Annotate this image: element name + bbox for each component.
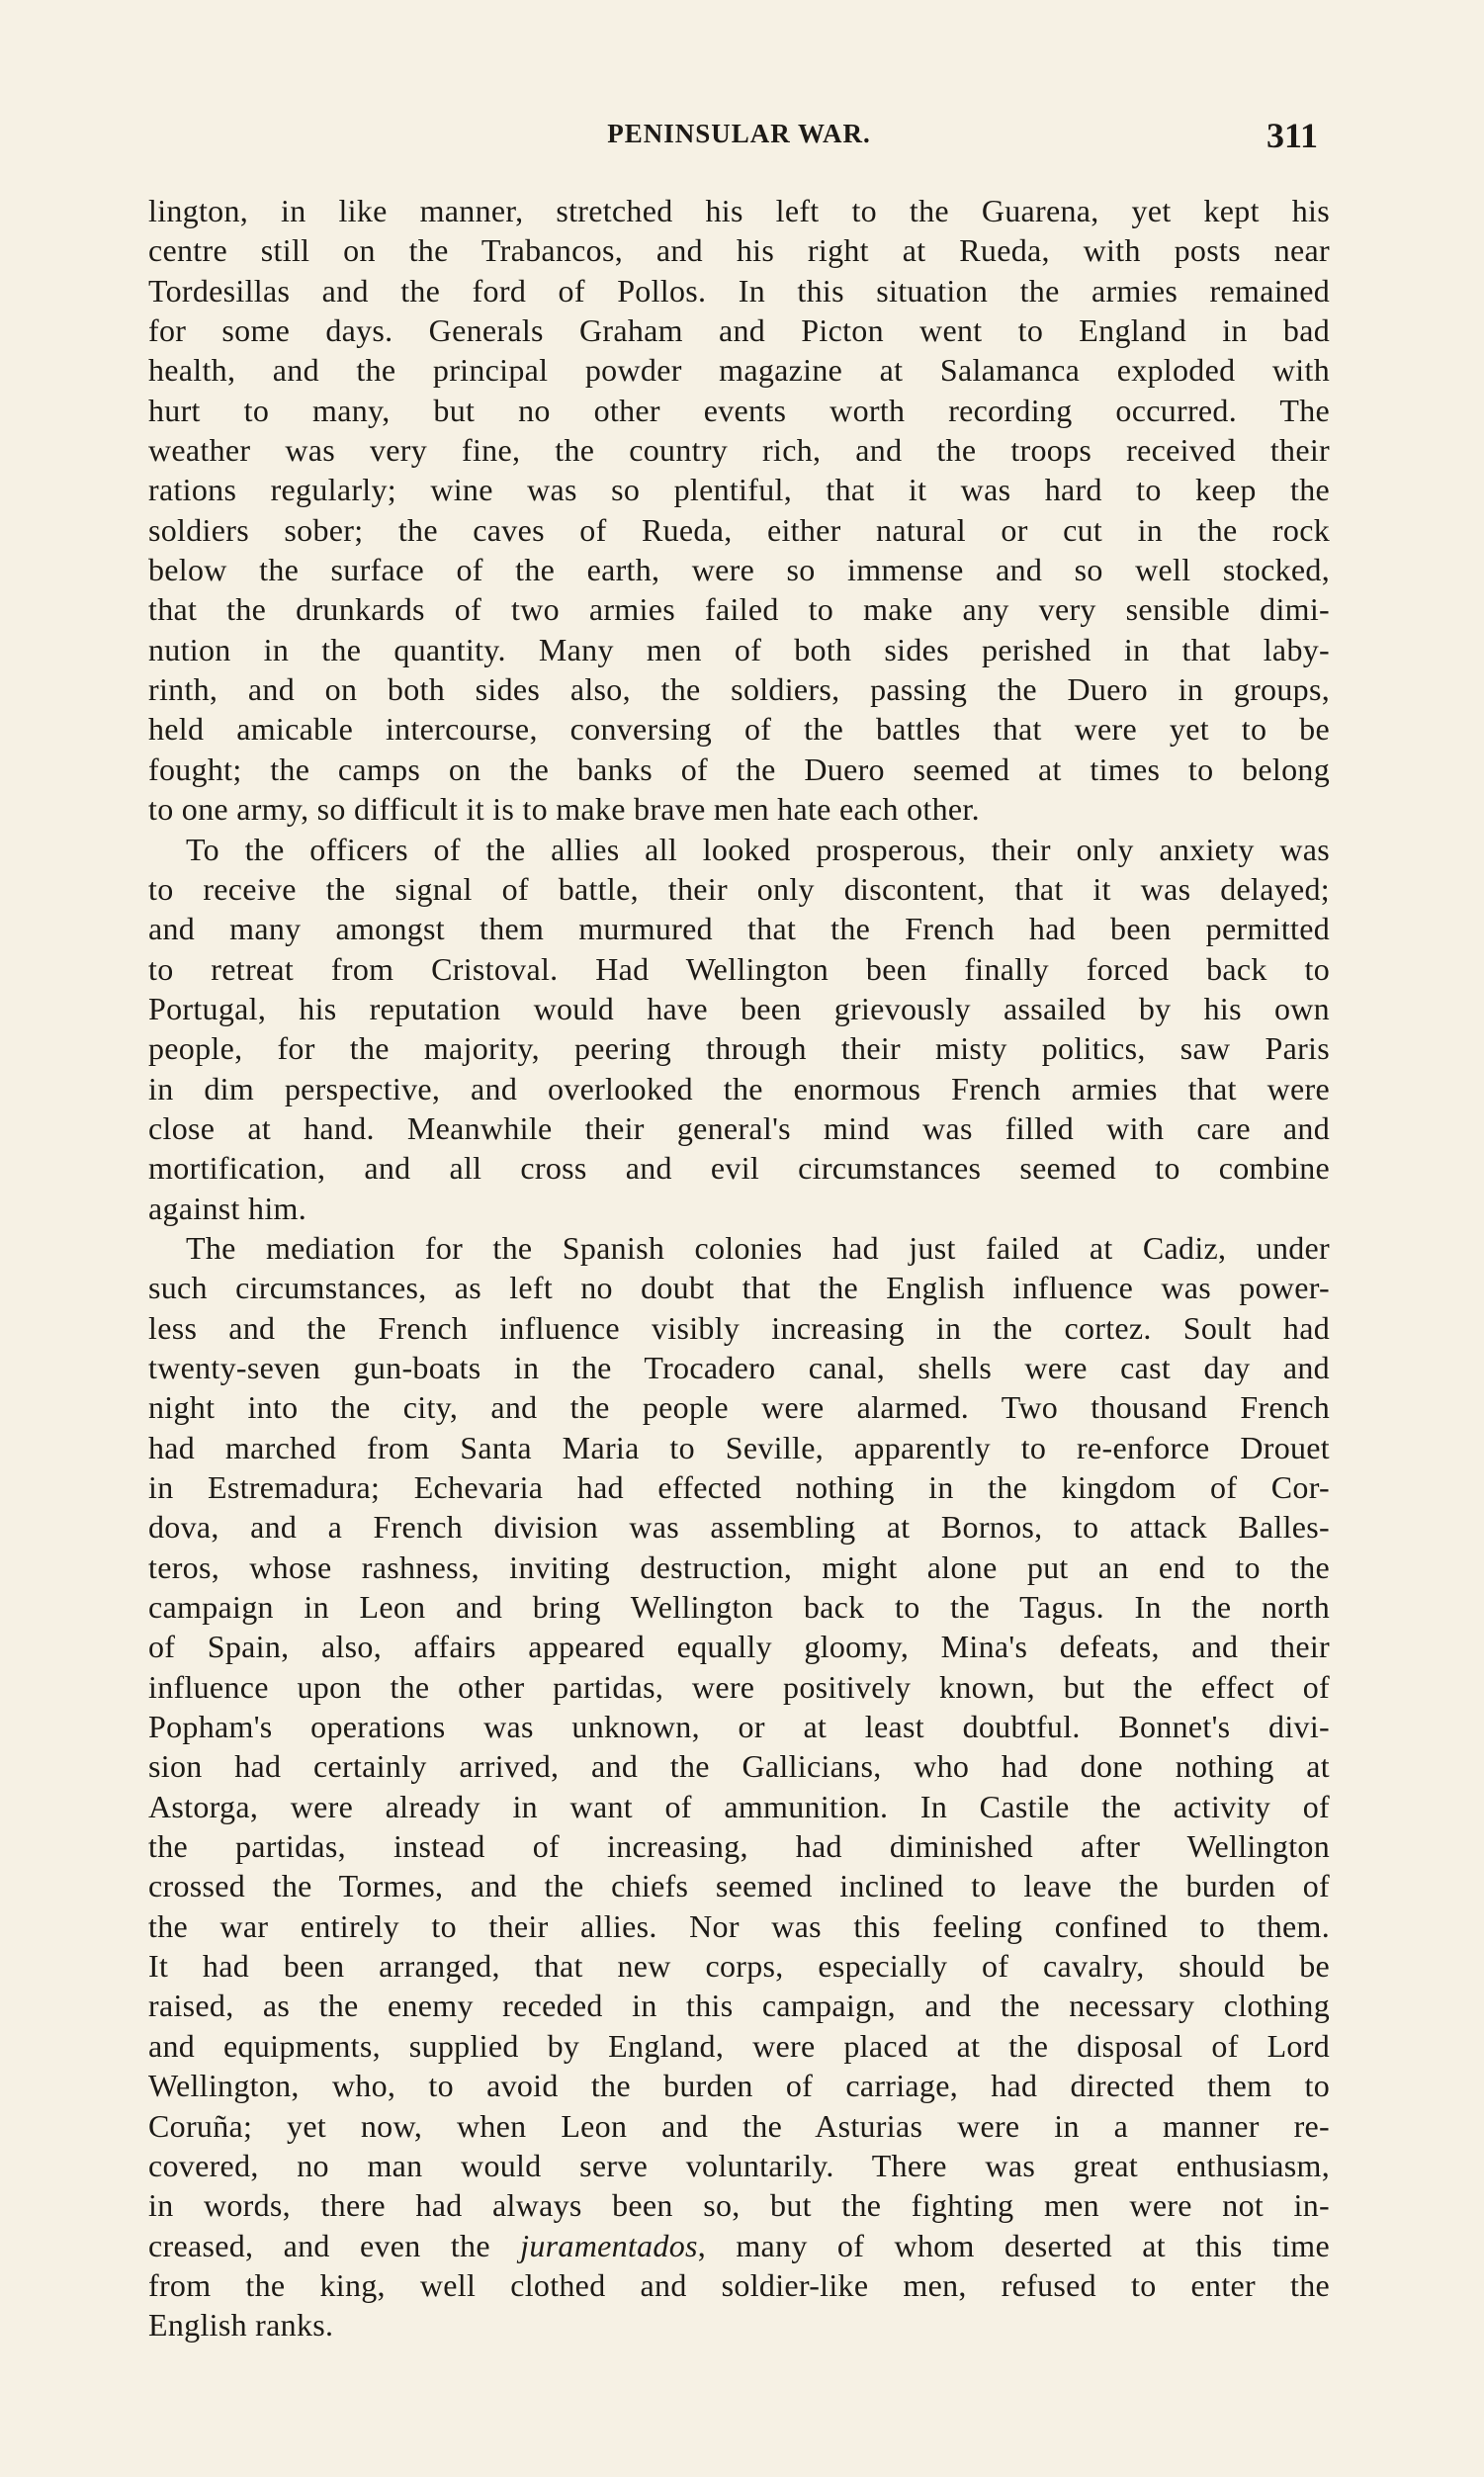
text-line: the partidas, instead of increasing, had diminished after Wellington — [148, 1828, 1330, 1865]
page-number: 311 — [1266, 116, 1318, 155]
text-line: less and the French influence visibly increasing in the cortez. Soult had — [148, 1309, 1330, 1346]
text-line: covered, no man would serve voluntarily. There was great enthusiasm, — [148, 2147, 1330, 2183]
text-line: health, and the principal powder magazine at Salamanca exploded with — [148, 352, 1330, 389]
text-line: that the drunkards of two armies failed to make any very sensible dimi- — [148, 591, 1330, 628]
paragraph-1 — [148, 191, 1330, 830]
text-line: had marched from Santa Maria to Seville, apparently to re-enforce Drouet — [148, 1429, 1330, 1465]
text-line: for some days. Generals Graham and Picton went to England in bad — [148, 312, 1330, 349]
text-line: The mediation for the Spanish colonies had just failed at Cadiz, under — [186, 1229, 1330, 1266]
text-line: to retreat from Cristoval. Had Wellington been finally forced back to — [148, 950, 1330, 987]
text-line: influence upon the other partidas, were positively known, but the effect of — [148, 1668, 1330, 1705]
paragraph-2 — [148, 830, 1330, 1228]
text-line: held amicable intercourse, conversing of the battles that were yet to be — [148, 711, 1330, 748]
text-line — [148, 2226, 1330, 2265]
text-line: It had been arranged, that new corps, especially of cavalry, should be — [148, 1948, 1330, 1985]
text-line: to receive the signal of battle, their only discontent, that it was delayed; — [148, 870, 1330, 907]
text-line: Portugal, his reputation would have been grievously assailed by his own — [148, 990, 1330, 1026]
text-line: people, for the majority, peering through their misty politics, saw Paris — [148, 1030, 1330, 1067]
text-line: soldiers sober; the caves of Rueda, either natural or cut in the rock — [148, 511, 1330, 548]
text-line: below the surface of the earth, were so immense and so well stocked, — [148, 552, 1330, 588]
text-fragment: , many of whom deserted at this time — [697, 2227, 1330, 2263]
text-line: rinth, and on both sides also, the soldiers, passing the Duero in groups, — [148, 671, 1330, 708]
text-line: raised, as the enemy receded in this campaign, and the necessary clothing — [148, 1988, 1330, 2024]
text-line: weather was very fine, the country rich, and the troops received their — [148, 432, 1330, 469]
text-line: English ranks. — [148, 2307, 334, 2344]
text-fragment: creased, and even the — [148, 2227, 521, 2263]
text-line: rations regularly; wine was so plentiful, that it was hard to keep the — [148, 472, 1330, 508]
text-line: nution in the quantity. Many men of both sides perished in that laby- — [148, 631, 1330, 667]
text-line: campaign in Leon and bring Wellington back to the Tagus. In the north — [148, 1589, 1330, 1626]
text-line: from the king, well clothed and soldier-like men, refused to enter the — [148, 2266, 1330, 2303]
text-line: sion had certainly arrived, and the Gallicians, who had done nothing at — [148, 1748, 1330, 1785]
text-line: to one army, so difficult it is to make brave men hate each other. — [148, 791, 980, 828]
text-line: Popham's operations was unknown, or at least doubtful. Bonnet's divi- — [148, 1709, 1330, 1745]
text-line: in dim perspective, and overlooked the enormous French armies that were — [148, 1070, 1330, 1106]
text-line: twenty-seven gun-boats in the Trocadero canal, shells were cast day and — [148, 1349, 1330, 1385]
text-line: such circumstances, as left no doubt that the English influence was power- — [148, 1270, 1330, 1306]
text-line: close at hand. Meanwhile their general's mind was filled with care and — [148, 1109, 1330, 1146]
text-line: and equipments, supplied by England, were placed at the disposal of Lord — [148, 2027, 1330, 2064]
text-line: Coruña; yet now, when Leon and the Asturias were in a manner re- — [148, 2107, 1330, 2144]
text-line: Wellington, who, to avoid the burden of carriage, had directed them to — [148, 2068, 1330, 2104]
text-line: Astorga, were already in want of ammunition. In Castile the activity of — [148, 1788, 1330, 1824]
running-head — [148, 115, 1330, 164]
text-line: lington, in like manner, stretched his left to the Guarena, yet kept his — [148, 193, 1330, 228]
text-line: Tordesillas and the ford of Pollos. In this situation the armies remained — [148, 272, 1330, 309]
text-line: night into the city, and the people were alarmed. Two thousand French — [148, 1389, 1330, 1426]
running-title: PENINSULAR WAR. — [607, 119, 871, 148]
text-line: hurt to many, but no other events worth recording occurred. The — [148, 392, 1330, 428]
text-line: in Estremadura; Echevaria had effected nothing in the kingdom of Cor- — [148, 1469, 1330, 1505]
text-line: in words, there had always been so, but the fighting men were not in- — [148, 2187, 1330, 2224]
text-line: crossed the Tormes, and the chiefs seemed inclined to leave the burden of — [148, 1868, 1330, 1904]
text-line: teros, whose rashness, inviting destruction, might alone put an end to the — [148, 1548, 1330, 1585]
text-line: dova, and a French division was assembling at Bornos, to attack Balles- — [148, 1509, 1330, 1546]
text-line: the war entirely to their allies. Nor was this feeling confined to them. — [148, 1907, 1330, 1944]
text-line: and many amongst them murmured that the French had been permitted — [148, 911, 1330, 947]
text-line: To the officers of the allies all looked prosperous, their only anxiety was — [186, 831, 1330, 867]
text-line: centre still on the Trabancos, and his right at Rueda, with posts near — [148, 232, 1330, 269]
paragraph-3 — [148, 1228, 1330, 2345]
body-text — [148, 191, 1330, 2345]
text-line: fought; the camps on the banks of the Duero seemed at times to belong — [148, 751, 1330, 787]
text-line: of Spain, also, affairs appeared equally gloomy, Mina's defeats, and their — [148, 1629, 1330, 1665]
italic-term: juramentados — [520, 2227, 698, 2263]
text-line: mortification, and all cross and evil circumstances seemed to combine — [148, 1150, 1330, 1187]
text-line: against him. — [148, 1190, 307, 1226]
